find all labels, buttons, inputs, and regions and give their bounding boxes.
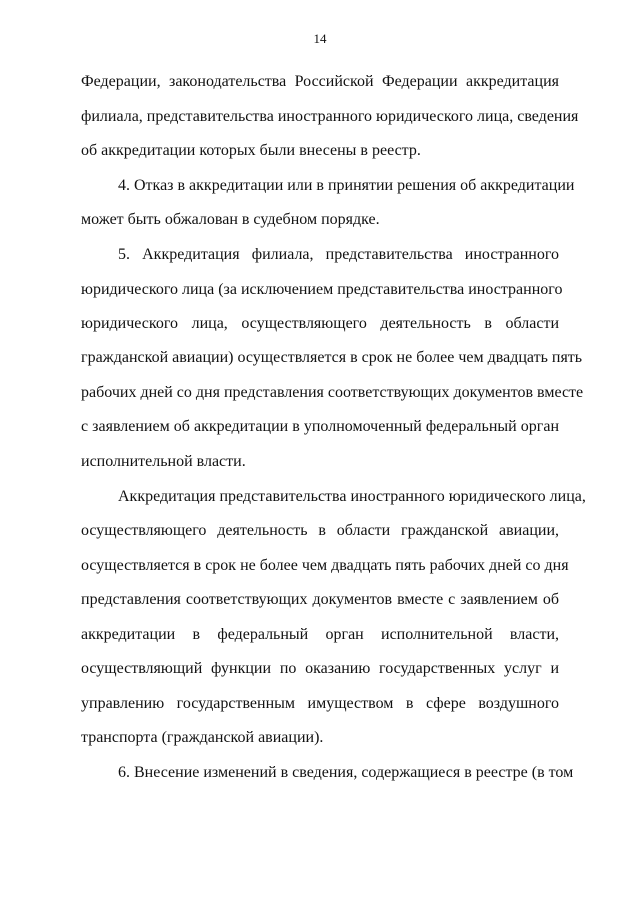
text-line: осуществляется в срок не более чем двадцать пять рабочих дней со дня	[81, 557, 569, 574]
text-line: аккредитации в федеральный орган исполнительной власти,	[81, 626, 559, 643]
text-line: 6. Внесение изменений в сведения, содержащиеся в реестре (в том	[118, 764, 574, 781]
text-line: осуществляющий функции по оказанию государственных услуг и	[81, 660, 559, 677]
text-line: гражданской авиации) осуществляется в срок не более чем двадцать пять	[81, 349, 583, 366]
text-line: филиала, представительства иностранного юридического лица, сведения	[81, 108, 579, 125]
text-line: осуществляющего деятельность в области гражданской авиации,	[81, 522, 559, 539]
text-line: 4. Отказ в аккредитации или в принятии решения об аккредитации	[118, 177, 575, 194]
text-line: 5. Аккредитация филиала, представительства иностранного	[118, 246, 559, 263]
text-line: рабочих дней со дня представления соответствующих документов вместе	[81, 384, 584, 401]
text-line: транспорта (гражданской авиации).	[81, 729, 324, 746]
text-line: с заявлением об аккредитации в уполномоченный федеральный орган	[81, 418, 559, 435]
page-number: 14	[313, 31, 327, 46]
text-line: может быть обжалован в судебном порядке.	[81, 211, 380, 228]
text-line: юридического лица (за исключением представительства иностранного	[81, 281, 563, 298]
text-line: юридического лица, осуществляющего деятельность в области	[81, 315, 559, 332]
text-line: Федерации, законодательства Российской Федерации аккредитация	[81, 73, 559, 90]
text-line: об аккредитации которых были внесены в реестр.	[81, 142, 421, 159]
text-line: представления соответствующих документов вместе с заявлением об	[81, 591, 559, 608]
text-line: исполнительной власти.	[81, 453, 246, 470]
text-line: Аккредитация представительства иностранного юридического лица,	[118, 488, 586, 505]
text-line: управлению государственным имуществом в сфере воздушного	[81, 695, 559, 712]
